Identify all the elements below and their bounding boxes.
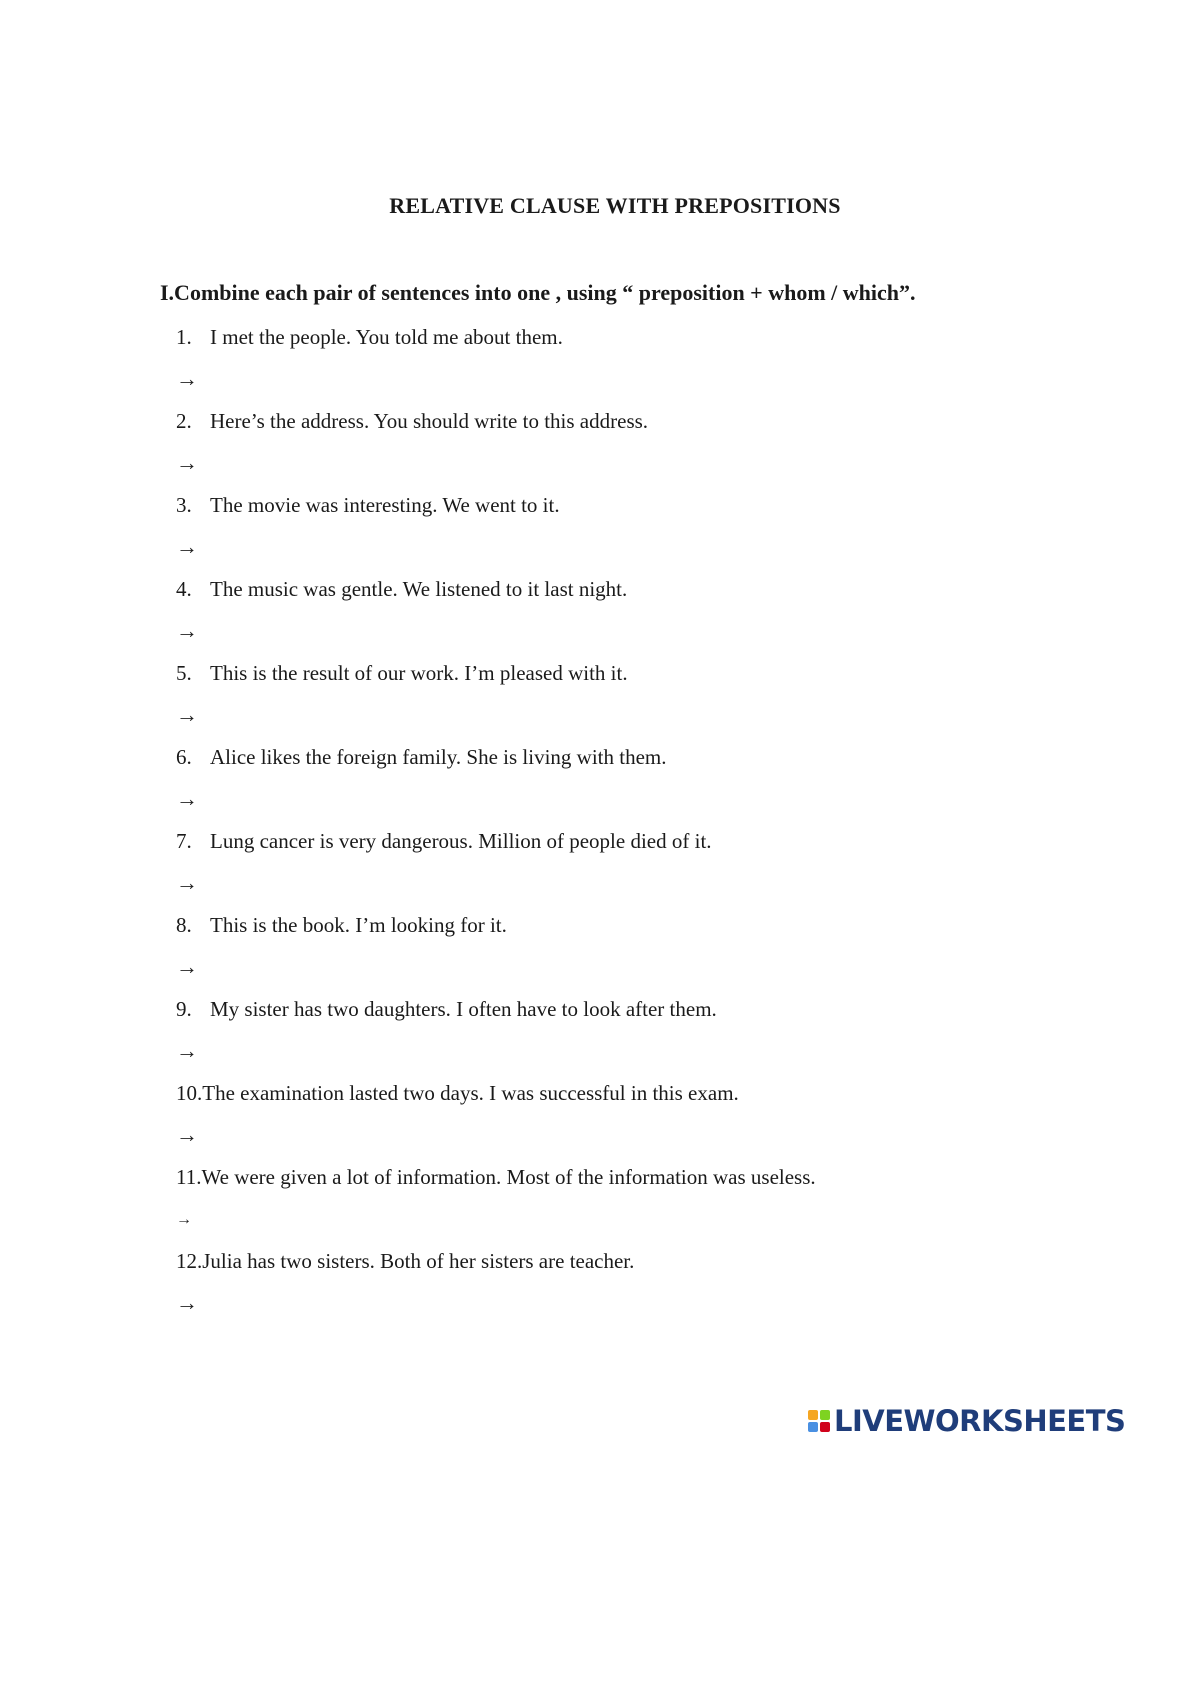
exercise-sentence: Alice likes the foreign family. She is living with them. [210,745,667,769]
exercise-number: 10. [176,1081,203,1105]
answer-arrow: → [176,1122,198,1147]
exercise-item [176,409,648,434]
exercise-item [176,997,717,1022]
exercise-instruction: I.Combine each pair of sentences into one , using “ preposition + whom / which”. [160,280,916,305]
exercise-number: 5. [176,661,192,685]
exercise-number: 12. [176,1249,203,1273]
exercise-sentence: The movie was interesting. We went to it. [210,493,560,517]
liveworksheets-logo-icon [808,1410,830,1432]
answer-arrow: → [176,534,198,559]
answer-arrow: → [176,954,198,979]
answer-arrow: → [176,366,198,391]
exercise-item [176,1165,816,1190]
exercise-sentence: I met the people. You told me about them. [210,325,563,349]
brand-logo [808,1404,1125,1438]
exercise-item [176,745,666,770]
exercise-item [176,577,627,602]
answer-arrow: → [176,702,198,727]
exercise-item [176,325,563,350]
answer-arrow: → [176,1290,198,1315]
exercise-sentence: Lung cancer is very dangerous. Million of people died of it. [210,829,712,853]
exercise-number: 2. [176,409,192,433]
brand-name: LIVEWORKSHEETS [834,1404,1126,1438]
answer-arrow: → [176,618,198,643]
answer-arrow: → [176,1038,198,1063]
exercise-item [176,913,507,938]
exercise-number: 1. [176,325,192,349]
exercise-number: 6. [176,745,192,769]
exercise-sentence: Julia has two sisters. Both of her sisters are teacher. [202,1249,635,1273]
exercise-number: 9. [176,997,192,1021]
exercise-sentence: This is the result of our work. I’m pleased with it. [210,661,628,685]
exercise-sentence: We were given a lot of information. Most of the information was useless. [201,1165,816,1189]
exercise-number: 4. [176,577,192,601]
exercise-number: 7. [176,829,192,853]
exercise-sentence: My sister has two daughters. I often have to look after them. [210,997,717,1021]
exercise-number: 3. [176,493,192,517]
exercise-item [176,829,712,854]
answer-arrow: → [176,870,198,895]
answer-arrow: → [176,786,198,811]
exercise-number: 11. [176,1165,202,1189]
exercise-number: 8. [176,913,192,937]
answer-arrow: → [176,450,198,475]
exercise-sentence: This is the book. I’m looking for it. [210,913,507,937]
answer-arrow: → [176,1211,192,1228]
exercise-item [176,493,560,518]
exercise-item [176,1081,739,1106]
exercise-sentence: The music was gentle. We listened to it last night. [210,577,628,601]
exercise-sentence: The examination lasted two days. I was successful in this exam. [202,1081,739,1105]
exercise-item [176,661,628,686]
page-title: RELATIVE CLAUSE WITH PREPOSITIONS [389,193,841,218]
exercise-sentence: Here’s the address. You should write to this address. [210,409,649,433]
exercise-item [176,1249,634,1274]
